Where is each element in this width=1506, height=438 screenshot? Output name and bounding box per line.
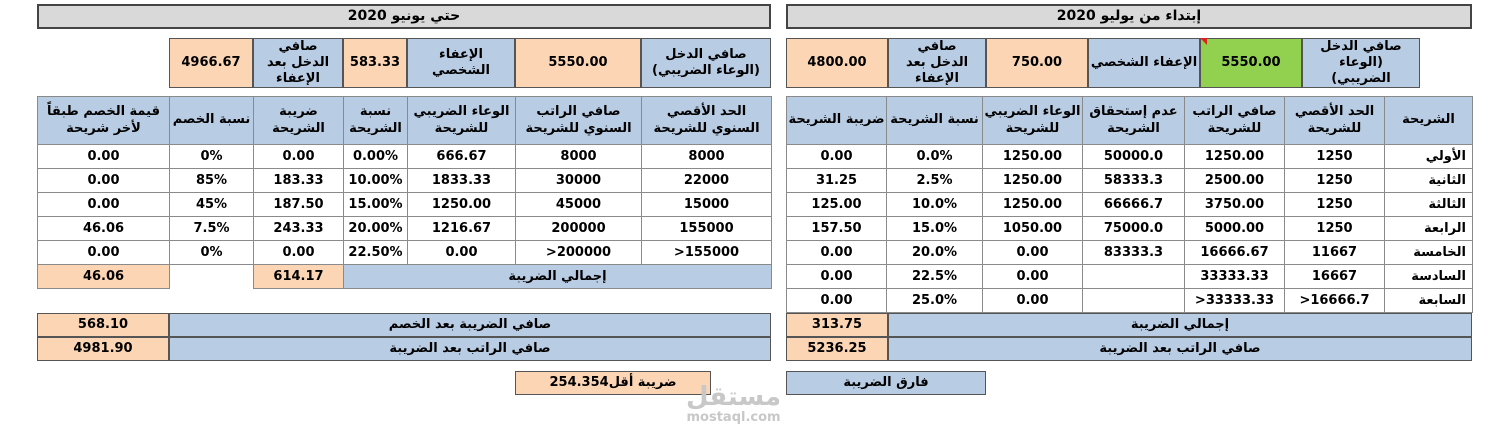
table-cell: 8000	[516, 145, 642, 169]
tax-difference-label: فارق الضريبة	[786, 371, 986, 395]
column-header: صافي الراتب السنوي للشريحة	[516, 97, 642, 145]
mostaql-watermark	[686, 384, 781, 426]
table-cell: 83333.3	[1083, 241, 1185, 265]
column-header: الحد الأقصي للشريحة	[1285, 97, 1385, 145]
table-cell: 0.00	[38, 193, 170, 217]
tax-difference-value	[515, 371, 711, 395]
empty-cell	[170, 265, 254, 289]
column-header: قيمة الخصم طبقاً لأخر شريحة	[38, 97, 170, 145]
table-row	[787, 217, 1473, 241]
table-cell: 8000	[642, 145, 772, 169]
less-tax-label: ضريبة أقل	[608, 374, 677, 390]
table-cell: 20.00%	[344, 217, 408, 241]
table-row	[787, 289, 1473, 313]
right-net-salary-label: صافي الراتب بعد الضريبة	[888, 337, 1472, 361]
table-cell: 0.00	[787, 265, 887, 289]
table-cell: 75000.0	[1083, 217, 1185, 241]
table-cell: 7.5%	[170, 217, 254, 241]
table-cell: 10.0%	[887, 193, 983, 217]
table-row	[38, 241, 772, 265]
table-cell: 45%	[170, 193, 254, 217]
table-cell: 85%	[170, 169, 254, 193]
table-cell: 157.50	[787, 217, 887, 241]
table-cell: 50000.0	[1083, 145, 1185, 169]
table-cell: 0.00	[787, 289, 887, 313]
left-net-tax-value: 568.10	[37, 313, 169, 337]
table-row	[38, 217, 772, 241]
table-cell: 58333.3	[1083, 169, 1185, 193]
table-cell: 1250	[1285, 145, 1385, 169]
table-cell: 22.5%	[887, 265, 983, 289]
table-cell: 0%	[170, 145, 254, 169]
left-net-salary-label: صافي الراتب بعد الضريبة	[169, 337, 771, 361]
table-cell: 33333.33	[1185, 265, 1285, 289]
right-after-label: صافي الدخل بعد الإعفاء	[888, 38, 986, 88]
table-row	[787, 265, 1473, 289]
table-cell: 3750.00	[1185, 193, 1285, 217]
table-cell: 666.67	[408, 145, 516, 169]
left-net-tax-label: صافي الضريبة بعد الخصم	[169, 313, 771, 337]
column-header: عدم إستحقاق الشريحة	[1083, 97, 1185, 145]
right-income-value: 5550.00	[1200, 38, 1302, 88]
left-exemption-value: 583.33	[343, 38, 407, 88]
table-cell: 1250.00	[1185, 145, 1285, 169]
total-row	[38, 265, 772, 289]
column-header: صافي الراتب للشريحة	[1185, 97, 1285, 145]
right-after-value: 4800.00	[786, 38, 888, 88]
table-cell: 0.00	[408, 241, 516, 265]
column-header: نسبة الخصم	[170, 97, 254, 145]
watermark-latin: mostaql.com	[686, 410, 781, 425]
right-title: إبتداء من يوليو 2020	[786, 4, 1472, 29]
table-row	[787, 193, 1473, 217]
table-cell	[1083, 265, 1185, 289]
table-cell: 22000	[642, 169, 772, 193]
watermark-arabic: مستقل	[686, 382, 782, 412]
column-header: الوعاء الضريبي للشريحة	[983, 97, 1083, 145]
table-cell: 0.00	[983, 241, 1083, 265]
table-cell: 0.00	[983, 289, 1083, 313]
table-cell: 2500.00	[1185, 169, 1285, 193]
less-tax-amount: 254.354	[549, 374, 609, 390]
table-cell: 0.0%	[887, 145, 983, 169]
table-cell: 1833.33	[408, 169, 516, 193]
table-cell: 46.06	[38, 217, 170, 241]
column-header: الحد الأقصي السنوي للشريحة	[642, 97, 772, 145]
right-exemption-value: 750.00	[986, 38, 1088, 88]
table-cell: 0.00	[787, 145, 887, 169]
right-total-value: 313.75	[786, 313, 888, 337]
bracket-name: الثالثة	[1385, 193, 1473, 217]
table-cell: 10.00%	[344, 169, 408, 193]
table-cell: 1250.00	[408, 193, 516, 217]
table-cell: 0.00	[254, 145, 344, 169]
right-income-label: صافي الدخل (الوعاء الضريبي)	[1302, 38, 1420, 88]
table-cell: 15000	[642, 193, 772, 217]
left-after-label: صافي الدخل بعد الإعفاء	[253, 38, 343, 88]
right-bracket-table	[786, 96, 1473, 313]
column-header: نسبة الشريحة	[887, 97, 983, 145]
table-row	[38, 145, 772, 169]
left-income-label: صافي الدخل (الوعاء الضريبي)	[641, 38, 771, 88]
table-cell: 45000	[516, 193, 642, 217]
table-cell: 0.00	[254, 241, 344, 265]
table-row	[787, 169, 1473, 193]
table-row	[38, 193, 772, 217]
table-cell: 25.0%	[887, 289, 983, 313]
table-cell: 0.00	[38, 145, 170, 169]
table-cell: 31.25	[787, 169, 887, 193]
bracket-name: الخامسة	[1385, 241, 1473, 265]
table-cell: 0.00	[38, 241, 170, 265]
table-cell: 30000	[516, 169, 642, 193]
table-cell: 1250	[1285, 193, 1385, 217]
column-header: نسبة الشريحة	[344, 97, 408, 145]
table-cell: 0.00	[983, 265, 1083, 289]
table-cell: 22.50%	[344, 241, 408, 265]
left-net-salary-value: 4981.90	[37, 337, 169, 361]
table-cell	[1083, 289, 1185, 313]
left-title: حتي يونيو 2020	[37, 4, 771, 29]
comment-marker	[1200, 38, 1207, 45]
column-header: ضريبة الشريحة	[787, 97, 887, 145]
bracket-name: الأولي	[1385, 145, 1473, 169]
table-cell: 1250	[1285, 169, 1385, 193]
left-after-value: 4966.67	[169, 38, 253, 88]
bracket-name: الثانية	[1385, 169, 1473, 193]
bracket-name: الرابعة	[1385, 217, 1473, 241]
table-cell: 1250.00	[983, 169, 1083, 193]
table-row	[38, 169, 772, 193]
bracket-name: السابعة	[1385, 289, 1473, 313]
table-cell: 1250	[1285, 217, 1385, 241]
table-cell: 11667	[1285, 241, 1385, 265]
table-cell: 20.0%	[887, 241, 983, 265]
left-bracket-table	[37, 96, 772, 289]
table-cell: 0.00	[38, 169, 170, 193]
total-tax-label: إجمالي الضريبة	[344, 265, 772, 289]
table-cell: 15.00%	[344, 193, 408, 217]
bracket-name: السادسة	[1385, 265, 1473, 289]
table-row	[787, 241, 1473, 265]
table-cell: 125.00	[787, 193, 887, 217]
table-cell: 16666.7<	[1285, 289, 1385, 313]
table-cell: 2.5%	[887, 169, 983, 193]
left-exemption-label: الإعفاء الشخصي	[407, 38, 515, 88]
table-cell: 0.00%	[344, 145, 408, 169]
column-header: الوعاء الضريبي للشريحة	[408, 97, 516, 145]
right-header-row	[787, 97, 1473, 145]
table-cell: 243.33	[254, 217, 344, 241]
table-cell: 155000<	[642, 241, 772, 265]
table-cell: 15.0%	[887, 217, 983, 241]
table-cell: 1250.00	[983, 145, 1083, 169]
table-cell: 1050.00	[983, 217, 1083, 241]
table-cell: 5000.00	[1185, 217, 1285, 241]
column-header: ضريبة الشريحة	[254, 97, 344, 145]
table-cell: 66666.7	[1083, 193, 1185, 217]
right-total-label: إجمالي الضريبة	[888, 313, 1472, 337]
total-discount-value: 46.06	[38, 265, 170, 289]
table-cell: 200000	[516, 217, 642, 241]
table-row	[787, 145, 1473, 169]
column-header: الشريحة	[1385, 97, 1473, 145]
total-tax-value: 614.17	[254, 265, 344, 289]
table-cell: 0.00	[787, 241, 887, 265]
table-cell: 200000<	[516, 241, 642, 265]
table-cell: 1216.67	[408, 217, 516, 241]
left-income-value: 5550.00	[515, 38, 641, 88]
left-header-row	[38, 97, 772, 145]
table-cell: 155000	[642, 217, 772, 241]
table-cell: 16666.67	[1185, 241, 1285, 265]
right-exemption-label: الإعفاء الشخصي	[1088, 38, 1200, 88]
right-net-salary-value: 5236.25	[786, 337, 888, 361]
table-cell: 33333.33<	[1185, 289, 1285, 313]
table-cell: 183.33	[254, 169, 344, 193]
table-cell: 16667	[1285, 265, 1385, 289]
table-cell: 1250.00	[983, 193, 1083, 217]
table-cell: 187.50	[254, 193, 344, 217]
table-cell: 0%	[170, 241, 254, 265]
